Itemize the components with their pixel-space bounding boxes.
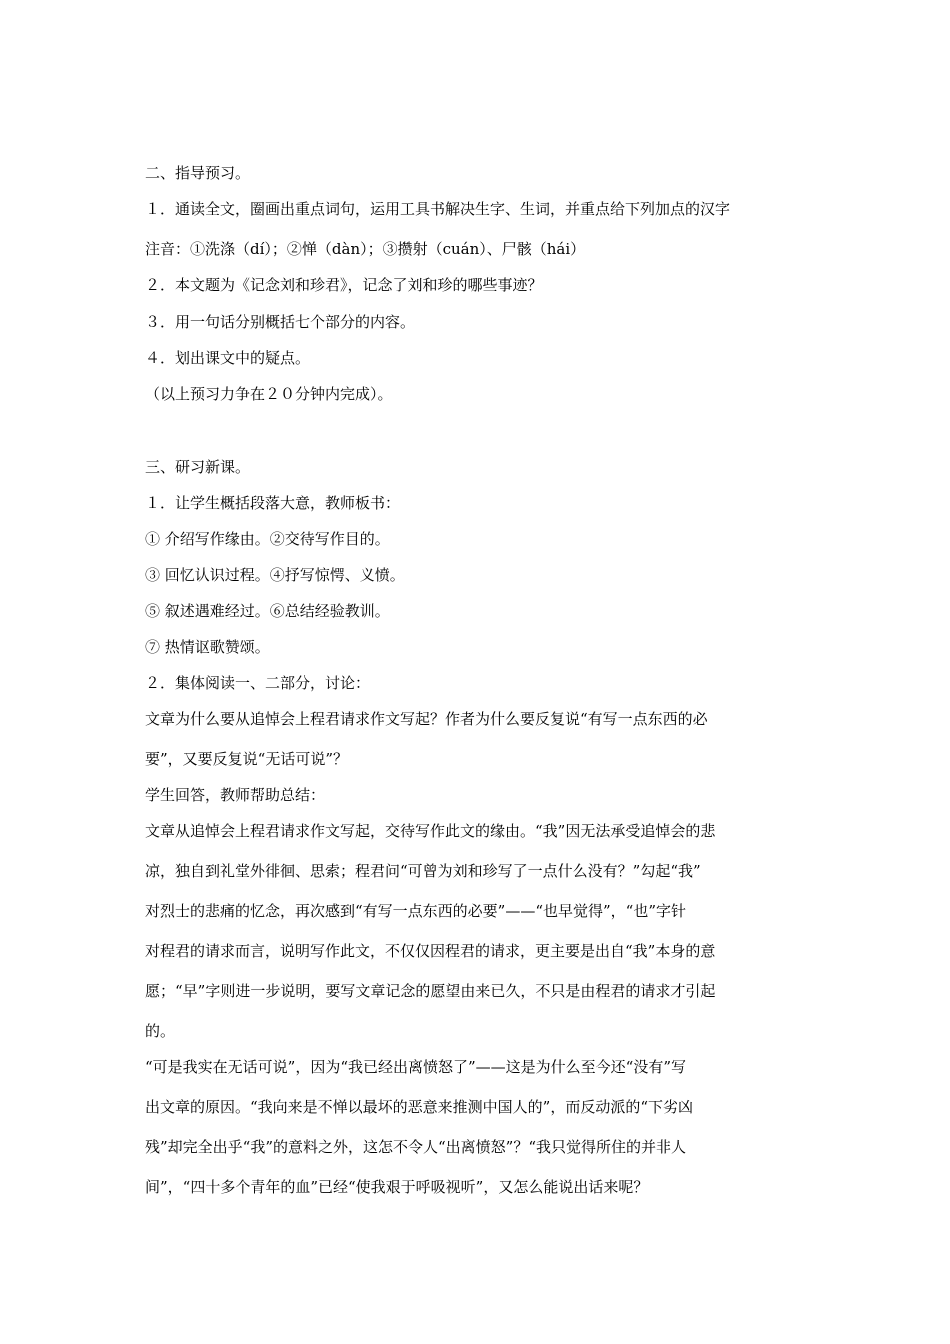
para2-line: 残”却完全出乎“我”的意料之外，这怎不令人“出离愤怒”？“我只觉得所住的并非人 (145, 1138, 687, 1156)
question-line2: 要”，又要反复说“无话可说”？ (145, 750, 349, 768)
outline-line: ⑦ 热情讴歌赞颂。 (145, 638, 270, 656)
outline-line: ③ 回忆认识过程。④抒写惊愕、义愤。 (145, 566, 405, 584)
section3-heading: 三、研习新课。 (145, 458, 251, 476)
para1-line: 凉，独自到礼堂外徘徊、思索；程君问“可曾为刘和珍写了一点什么没有？”勾起“我” (145, 862, 701, 880)
outline-line: ⑤ 叙述遇难经过。⑥总结经验教训。 (145, 602, 390, 620)
outline-line: ① 介绍写作缘由。②交待写作目的。 (145, 530, 390, 548)
para1-line: 对程君的请求而言，说明写作此文，不仅仅因程君的请求，更主要是出自“我”本身的意 (145, 942, 716, 960)
section2-item3: ３．用一句话分别概括七个部分的内容。 (145, 313, 416, 331)
section2-item4: ４．划出课文中的疑点。 (145, 349, 311, 367)
para1-line: 愿；“早”字则进一步说明，要写文章记念的愿望由来已久，不只是由程君的请求才引起 (145, 982, 716, 1000)
section2-item2: ２．本文题为《记念刘和珍君》，记念了刘和珍的哪些事迹？ (145, 276, 543, 294)
answer-intro: 学生回答，教师帮助总结： (145, 786, 326, 804)
section2-heading: 二、指导预习。 (145, 164, 251, 182)
para2-line: “可是我实在无话可说”，因为“我已经出离愤怒了”——这是为什么至今还“没有”写 (145, 1058, 687, 1076)
section2-note: （以上预习力争在２０分钟内完成）。 (145, 385, 393, 403)
para1-line: 对烈士的悲痛的忆念，再次感到“有写一点东西的必要”——“也早觉得”，“也”字针 (145, 902, 687, 920)
question-line1: 文章为什么要从追悼会上程君请求作文写起？作者为什么要反复说“有写一点东西的必 (145, 710, 708, 728)
section2-item1-line2: 注音：①洗涤（dí）；②惮（dàn）；③攒射（cuán）、尸骸（hái） (145, 240, 586, 258)
para1-line: 的。 (145, 1022, 176, 1040)
section2-item1-line1: １．通读全文，圈画出重点词句，运用工具书解决生字、生词，并重点给下列加点的汉字 (145, 200, 731, 218)
section3-item1: １．让学生概括段落大意，教师板书： (145, 494, 401, 512)
section3-item2: ２．集体阅读一、二部分，讨论： (145, 674, 371, 692)
para1-line: 文章从追悼会上程君请求作文写起，交待写作此文的缘由。“我”因无法承受追悼会的悲 (145, 822, 716, 840)
para2-line: 间”，“四十多个青年的血”已经“使我艰于呼吸视听”，又怎么能说出话来呢？ (145, 1178, 649, 1196)
para2-line: 出文章的原因。“我向来是不惮以最坏的恶意来推测中国人的”，而反动派的“下劣凶 (145, 1098, 694, 1116)
